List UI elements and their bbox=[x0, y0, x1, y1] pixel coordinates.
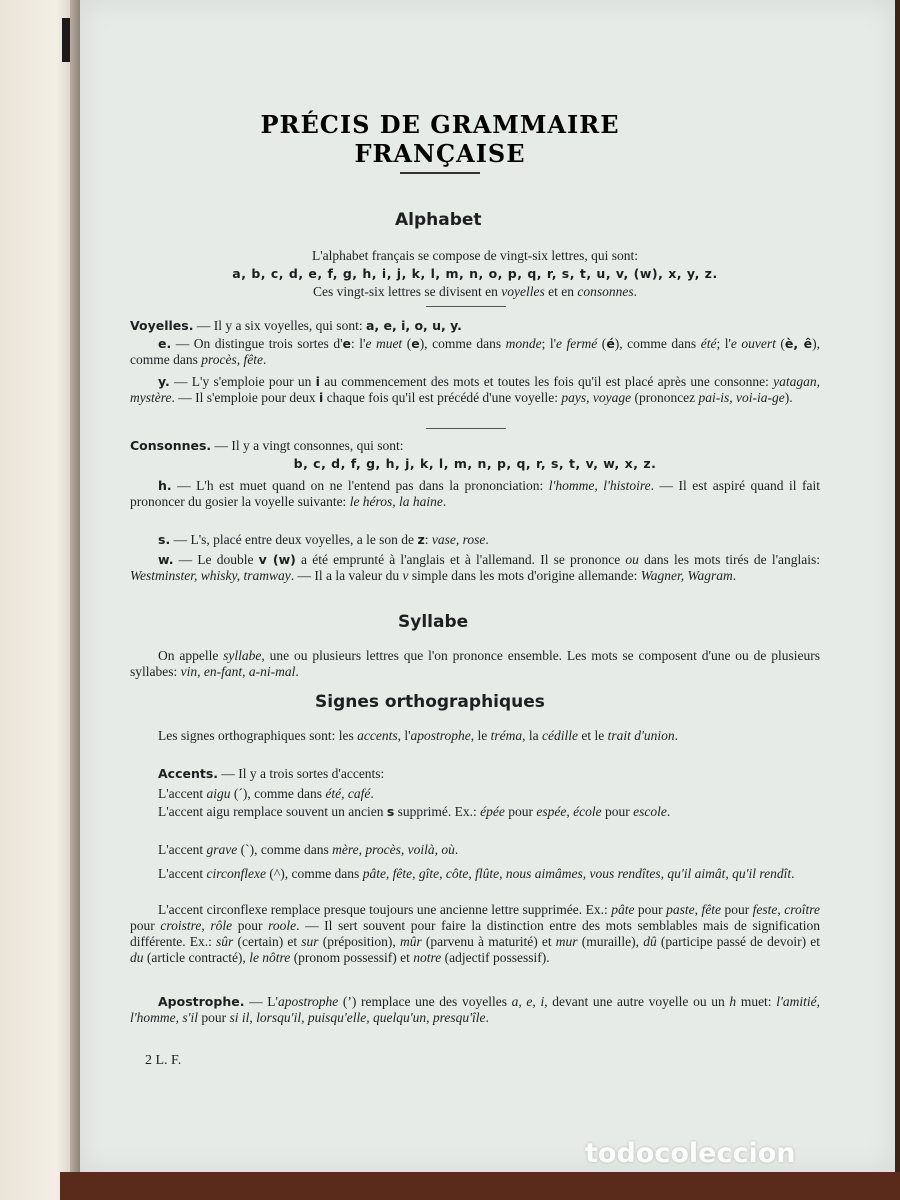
title-divider bbox=[400, 172, 480, 174]
syllabe-paragraph: On appelle syllabe, une ou plusieurs lettres que l'on prononce ensemble. Les mots se composent d'une ou de plusieurs syllabes: vin, en-fant, a-ni-mal. bbox=[130, 648, 820, 679]
apostrophe-paragraph: Apostrophe. — L'apostrophe (’) remplace une des voyelles a, e, i, devant une autre voyelle ou un h muet: l'amitié, l'homme, s'il pour si il, lorsqu'il, puisqu'elle, quelqu'un, presqu'île. bbox=[130, 994, 820, 1025]
voyelle-y-paragraph: y. — L'y s'emploie pour un i au commencement des mots et toutes les fois qu'il est placé après une consonne: yatagan, mystère. — Il s'emploie pour deux i chaque fois qu'il est précédé d'une voyelle: pays, voyage (prononcez pai-is, voi-ia-ge). bbox=[130, 374, 821, 405]
divider bbox=[426, 306, 506, 307]
consonnes-list: b, c, d, f, g, h, j, k, l, m, n, p, q, r, s, t, v, w, x, z. bbox=[293, 456, 657, 471]
accent-aigu-note: L'accent aigu remplace souvent un ancien s supprimé. Ex.: épée pour espée, école pour escole. bbox=[158, 804, 671, 819]
book-spine bbox=[70, 0, 80, 1200]
accents-paragraph: Accents. — Il y a trois sortes d'accents: bbox=[158, 766, 385, 781]
heading-signes: Signes orthographiques bbox=[315, 692, 545, 712]
alphabet-intro: L'alphabet français se compose de vingt-six lettres, qui sont: bbox=[312, 248, 638, 263]
heading-alphabet: Alphabet bbox=[395, 210, 482, 230]
book-cover-edge bbox=[60, 1172, 900, 1200]
page-footer-signature: 2 L. F. bbox=[145, 1053, 182, 1068]
voyelle-e-paragraph: e. — On distingue trois sortes d'e: l'e muet (e), comme dans monde; l'e fermé (é), comme dans été; l'e ouvert (è, ê), comme dans procès, fête. bbox=[130, 336, 820, 367]
page-title: PRÉCIS DE GRAMMAIRE FRANÇAISE bbox=[260, 110, 620, 168]
consonnes-paragraph: Consonnes. — Il y a vingt consonnes, qui sont: bbox=[130, 438, 404, 453]
consonne-s-paragraph: s. — L's, placé entre deux voyelles, a le son de z: vase, rose. bbox=[158, 532, 489, 547]
heading-syllabe: Syllabe bbox=[398, 612, 469, 632]
watermark: todocoleccion bbox=[585, 1138, 796, 1169]
divider bbox=[426, 428, 506, 429]
signes-paragraph: Les signes orthographiques sont: les accents, l'apostrophe, le tréma, la cédille et le trait d'union. bbox=[158, 728, 679, 743]
consonne-w-paragraph: w. — Le double v (w) a été emprunté à l'anglais et à l'allemand. Il se prononce ou dans les mots tirés de l'anglais: Westminster, whisky, tramway. — Il a la valeur du v simple dans les mots d'origine allemande: Wagner, Wagram. bbox=[130, 552, 821, 583]
voyelles-paragraph: Voyelles. — Il y a six voyelles, qui sont: a, e, i, o, u, y. bbox=[130, 318, 462, 333]
book-edge bbox=[0, 0, 80, 1200]
accent-circonflexe-line: L'accent circonflexe (^), comme dans pâte, fête, gîte, côte, flûte, nous aimâmes, vous rendîtes, qu'il aimât, qu'il rendît. bbox=[158, 866, 795, 881]
alphabet-letters: a, b, c, d, e, f, g, h, i, j, k, l, m, n, o, p, q, r, s, t, u, v, (w), x, y, z. bbox=[232, 266, 718, 281]
accent-circonflexe-note: L'accent circonflexe remplace presque toujours une ancienne lettre supprimée. Ex.: pâte pour paste, fête pour feste, croître pour croistre, rôle pour roole. — Il sert souvent pour faire la distinction entre des mots semblables mais de signification différente. Ex.: sûr (certain) et sur (préposition), mûr (parvenu à maturité) et mur (muraille), dû (participe passé de devoir) et du (article contracté), le nôtre (pronom possessif) et notre (adjectif possessif). bbox=[130, 902, 821, 965]
accent-aigu-line: L'accent aigu (´), comme dans été, café. bbox=[158, 786, 374, 801]
accent-grave-line: L'accent grave (`), comme dans mère, procès, voilà, où. bbox=[158, 842, 459, 857]
document-page bbox=[80, 0, 895, 1172]
consonne-h-paragraph: h. — L'h est muet quand on ne l'entend pas dans la prononciation: l'homme, l'histoire. — Il est aspiré quand il fait prononcer du gosier la voyelle suivante: le héros, la haine. bbox=[130, 478, 820, 509]
alphabet-division: Ces vingt-six lettres se divisent en voyelles et en consonnes. bbox=[313, 284, 637, 299]
